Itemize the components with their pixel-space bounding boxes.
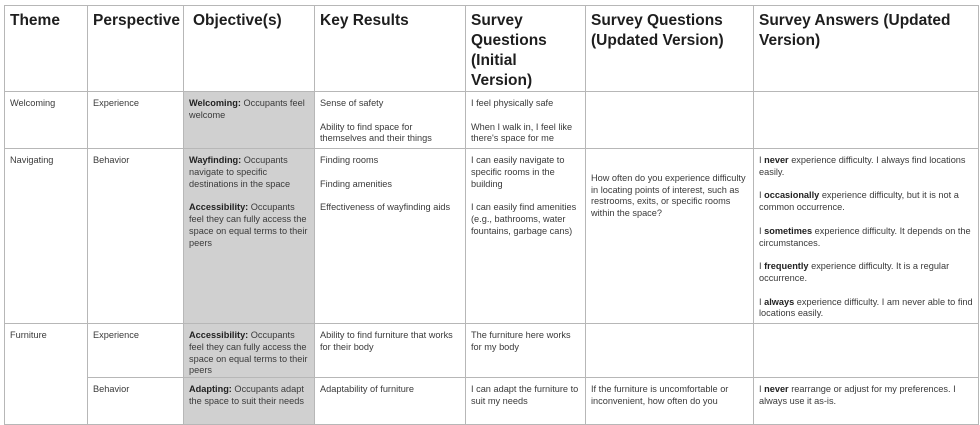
cell-key-results: [315, 149, 466, 324]
cell-perspective: Experience: [88, 324, 184, 378]
answer-text: experience difficulty. I am never able to find locations easily.: [759, 296, 973, 319]
cell-survey-initial: I can adapt the furniture to suit my needs: [466, 378, 586, 425]
answer-prefix: I: [759, 225, 765, 236]
cell-theme: Navigating: [5, 149, 88, 324]
header-perspective: Perspective: [88, 6, 184, 92]
answer-text: rearrange or adjust for my preferences. I always use it as-is.: [759, 384, 956, 406]
key-result: Ability to find space for themselves and their things: [320, 121, 432, 144]
answer-frequency: always: [764, 296, 795, 307]
objective-accessibility: [189, 202, 309, 249]
answer-text: experience difficulty, but it is not a common occurrence.: [759, 190, 959, 213]
answer-frequency: never: [764, 384, 789, 395]
objective-label: Accessibility:: [189, 202, 249, 213]
survey-question: When I walk in, I feel like there's space for me: [471, 121, 573, 144]
cell-objective: [184, 324, 315, 378]
table-row-welcoming: [5, 92, 979, 149]
objective-label: Welcoming:: [189, 98, 241, 108]
answer-text: experience difficulty. It depends on the circumstances.: [759, 225, 971, 248]
answer-prefix: I: [759, 261, 765, 272]
cell-objective: [184, 378, 315, 425]
answer-frequency: frequently: [764, 261, 809, 272]
cell-survey-answers: [754, 149, 979, 324]
objective-text: Occupants navigate to specific destinations in the space: [189, 155, 291, 189]
cell-survey-updated: [586, 149, 754, 324]
objective-label: Wayfinding:: [189, 155, 242, 165]
table-row-furniture-behavior: [5, 378, 979, 425]
cell-survey-initial: [466, 92, 586, 149]
answer-option-frequently: [759, 261, 973, 285]
cell-survey-initial: [466, 149, 586, 324]
answer-prefix: I: [759, 384, 765, 395]
answer-prefix: I: [759, 296, 765, 307]
key-result: Finding rooms: [320, 155, 379, 165]
cell-key-results: Ability to find furniture that works for their body: [315, 324, 466, 378]
cell-perspective: Behavior: [88, 149, 184, 324]
header-objectives: Objective(s): [184, 6, 315, 92]
objective-wayfinding: [189, 155, 309, 190]
cell-objective: [184, 92, 315, 149]
table-row-navigating: [5, 149, 979, 324]
key-result: Finding amenities: [320, 178, 393, 189]
answer-option-always: [759, 297, 973, 321]
header-theme: Theme: [5, 6, 88, 92]
cell-survey-updated: [586, 92, 754, 149]
cell-survey-answers: [754, 378, 979, 425]
objective-text: Occupants feel they can fully access the space on equal terms to their peers: [189, 330, 308, 376]
objective-label: Accessibility:: [189, 330, 249, 340]
cell-key-results: [315, 92, 466, 149]
survey-question: I feel physically safe: [471, 98, 554, 108]
cell-survey-initial: The furniture here works for my body: [466, 324, 586, 378]
cell-survey-answers: [754, 324, 979, 378]
cell-theme: Welcoming: [5, 92, 88, 149]
cell-theme: Furniture: [5, 324, 88, 425]
objective-text: Occupants feel they can fully access the space on equal terms to their peers: [189, 202, 308, 248]
cell-key-results: Adaptability of furniture: [315, 378, 466, 425]
header-survey-questions-initial: Survey Questions (Initial Version): [466, 6, 586, 92]
cell-survey-updated: [586, 324, 754, 378]
header-key-results: Key Results: [315, 6, 466, 92]
survey-question: I can easily find amenities (e.g., bathrooms, water fountains, garbage cans): [471, 202, 577, 236]
answer-text: experience difficulty. I always find locations easily.: [759, 155, 966, 177]
cell-objective: [184, 149, 315, 324]
survey-question: I can easily navigate to specific rooms in the building: [471, 155, 565, 189]
answer-option-occasionally: [759, 190, 973, 214]
answer-prefix: I: [759, 155, 765, 165]
cell-survey-answers: [754, 92, 979, 149]
cell-survey-updated: If the furniture is uncomfortable or inconvenient, how often do you: [586, 378, 754, 425]
answer-frequency: never: [764, 155, 789, 165]
objective-text: Occupants feel welcome: [189, 98, 305, 120]
objective-text: Occupants adapt the space to suit their needs: [189, 384, 304, 406]
cell-perspective: Experience: [88, 92, 184, 149]
answer-option-never: [759, 155, 973, 179]
key-result: Sense of safety: [320, 98, 384, 108]
table-row-furniture-experience: [5, 324, 979, 378]
header-row: [5, 6, 979, 92]
header-survey-answers-updated: Survey Answers (Updated Version): [754, 6, 979, 92]
answer-text: experience difficulty. It is a regular occurrence.: [759, 261, 950, 283]
answer-frequency: occasionally: [764, 190, 820, 201]
survey-question: How often do you experience difficulty in locating points of interest, such as restrooms, exits, or specific rooms within the space?: [591, 172, 746, 219]
key-result: Effectiveness of wayfinding aids: [320, 202, 451, 213]
answer-frequency: sometimes: [764, 225, 813, 236]
objective-label: Adapting:: [189, 384, 232, 395]
okr-survey-table: [4, 5, 979, 425]
header-survey-questions-updated: Survey Questions (Updated Version): [586, 6, 754, 92]
cell-perspective: Behavior: [88, 378, 184, 425]
answer-prefix: I: [759, 190, 765, 201]
answer-option-sometimes: [759, 226, 973, 250]
